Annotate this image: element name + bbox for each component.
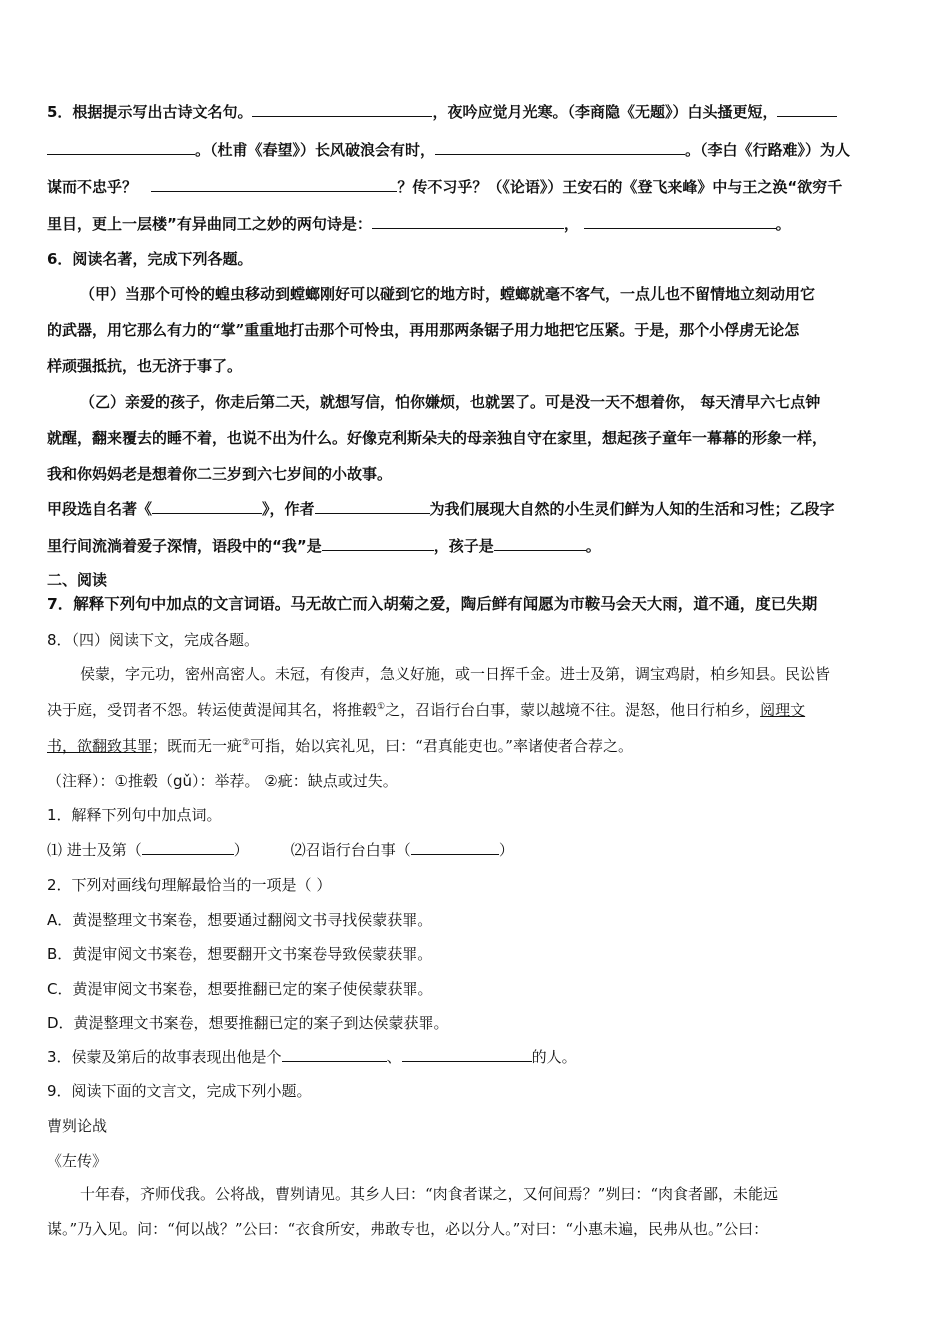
section-title: 二、阅读 <box>47 571 108 589</box>
q9-heading: 曹刿论战 <box>47 1117 108 1135</box>
answer-blank[interactable] <box>372 214 564 229</box>
answer-blank[interactable] <box>777 102 837 117</box>
q7-text: 7．解释下列句中加点的文言词语。马无故亡而入胡菊之爱，陶后鲜有闻愿为市鞍马会天大雨，道不通，度已失期 <box>47 595 818 613</box>
answer-blank[interactable] <box>435 140 685 155</box>
option-a[interactable]: A．黄湜整理文书案卷，想要通过翻阅文书寻找侯蒙获罪。 <box>47 911 433 929</box>
q5-line-3: 谋而不忠乎？ ？传不习乎？（《论语》）王安石的《登飞来峰》中与王之涣“欲穷千 <box>47 178 843 196</box>
option-c[interactable]: C．黄湜审阅文书案卷，想要推翻已定的案子使侯蒙获罪。 <box>47 980 433 998</box>
q6-question-line-1: 甲段选自名著《 》，作者 为我们展现大自然的小生灵们鲜为人知的生活和习性；乙段字 <box>47 500 835 518</box>
q6-question-line-2: 里行间流淌着爱子深情，语段中的“我”是 ，孩子是 。 <box>47 537 601 555</box>
q8-subquestion-3: 3．侯蒙及第后的故事表现出他是个 、 的人。 <box>47 1048 577 1066</box>
option-d[interactable]: D．黄湜整理文书案卷，想要推翻已定的案子到达侯蒙获罪。 <box>47 1014 449 1032</box>
underlined-sentence: 阅理文 <box>760 701 806 719</box>
q9-source: 《左传》 <box>47 1152 108 1170</box>
q6-passage-yi-line: 就醒，翻来覆去的睡不着，也说不出为什么。好像克利斯朵夫的母亲独自守在家里，想起孩子童年一幕幕的形象一样， <box>47 429 828 447</box>
q8-passage-line: 侯蒙，字元功，密州高密人。未冠，有俊声，急义好施，或一日挥千金。进士及第，调宝鸡尉，柏乡知县。民讼皆 <box>80 665 831 683</box>
q8-note: （注释）：①推毂（gǔ）：举荐。 ②疵：缺点或过失。 <box>47 772 398 790</box>
answer-blank[interactable] <box>402 1047 532 1062</box>
underlined-sentence: 书，欲翻致其罪 <box>47 737 153 755</box>
answer-blank[interactable] <box>282 1047 387 1062</box>
option-b[interactable]: B．黄湜审阅文书案卷，想要翻开文书案卷导致侯蒙获罪。 <box>47 945 433 963</box>
answer-blank[interactable] <box>152 499 262 514</box>
q6-passage-yi-line: 我和你妈妈老是想着你二三岁到六七岁间的小故事。 <box>47 465 393 483</box>
q9-title: 9．阅读下面的文言文，完成下列小题。 <box>47 1082 312 1100</box>
q5-line-2: 。（杜甫《春望》）长风破浪会有时， 。（李白《行路难》）为人 <box>47 140 850 160</box>
answer-blank[interactable] <box>142 840 234 855</box>
q5-prompt: 5．根据提示写出古诗文名句。 <box>47 103 253 121</box>
answer-blank[interactable] <box>322 536 434 551</box>
q8-title: 8．（四）阅读下文，完成各题。 <box>47 631 260 649</box>
q6-passage-yi-line: （乙）亲爱的孩子，你走后第二天，就想写信，怕你嫌烦，也就罢了。可是没一天不想着你， 每天清早六七点钟 <box>80 393 821 411</box>
q8-passage-line: 决于庭，受罚者不怨。转运使黄湜闻其名，将推毂①之，召诣行台白事，蒙以越境不往。湜怒，他日行柏乡，阅理文 <box>47 701 806 719</box>
q8-subquestion-1: 1．解释下列句中加点词。 <box>47 806 222 824</box>
answer-blank[interactable] <box>252 102 432 117</box>
q6-passage-jia-line: （甲）当那个可怜的蝗虫移动到螳螂刚好可以碰到它的地方时，螳螂就毫不客气，一点儿也不留情地立刻动用它 <box>80 285 816 303</box>
answer-blank[interactable] <box>584 214 776 229</box>
answer-blank[interactable] <box>47 140 195 155</box>
q8-passage-line: 书，欲翻致其罪；既而无一疵②可指，始以宾礼见，曰：“君真能吏也。”率诸使者合荐之。 <box>47 737 633 755</box>
q6-passage-jia-line: 样顽强抵抗，也无济于事了。 <box>47 357 243 375</box>
answer-blank[interactable] <box>494 536 586 551</box>
q9-passage-line: 十年春，齐师伐我。公将战，曹刿请见。其乡人曰：“肉食者谋之，又何间焉？”刿曰：“肉食者鄙，未能远 <box>80 1185 779 1203</box>
answer-blank[interactable] <box>315 499 430 514</box>
q9-passage-line: 谋。”乃入见。问：“何以战？”公曰：“衣食所安，弗敢专也，必以分人。”对曰：“小惠未遍，民弗从也。”公曰： <box>47 1220 769 1238</box>
q6-passage-jia-line: 的武器，用它那么有力的“掌”重重地打击那个可怜虫，再用那两条锯子用力地把它压紧。于是，那个小俘虏无论怎 <box>47 321 800 339</box>
q5-line-4: 里目，更上一层楼”有异曲同工之妙的两句诗是： ， 。 <box>47 215 791 233</box>
q8-subquestion-1-blanks: ⑴ 进士及第（ ） ⑵召诣行台白事（ ） <box>47 841 514 859</box>
q6-title: 6．阅读名著，完成下列各题。 <box>47 250 253 268</box>
answer-blank[interactable] <box>411 840 499 855</box>
q8-subquestion-2: 2．下列对画线句理解最恰当的一项是（ ） <box>47 876 332 894</box>
q5-line-1: 5．根据提示写出古诗文名句。 ，夜吟应觉月光寒。（李商隐《无题》）白头搔更短， <box>47 102 837 122</box>
answer-blank[interactable] <box>151 177 397 192</box>
